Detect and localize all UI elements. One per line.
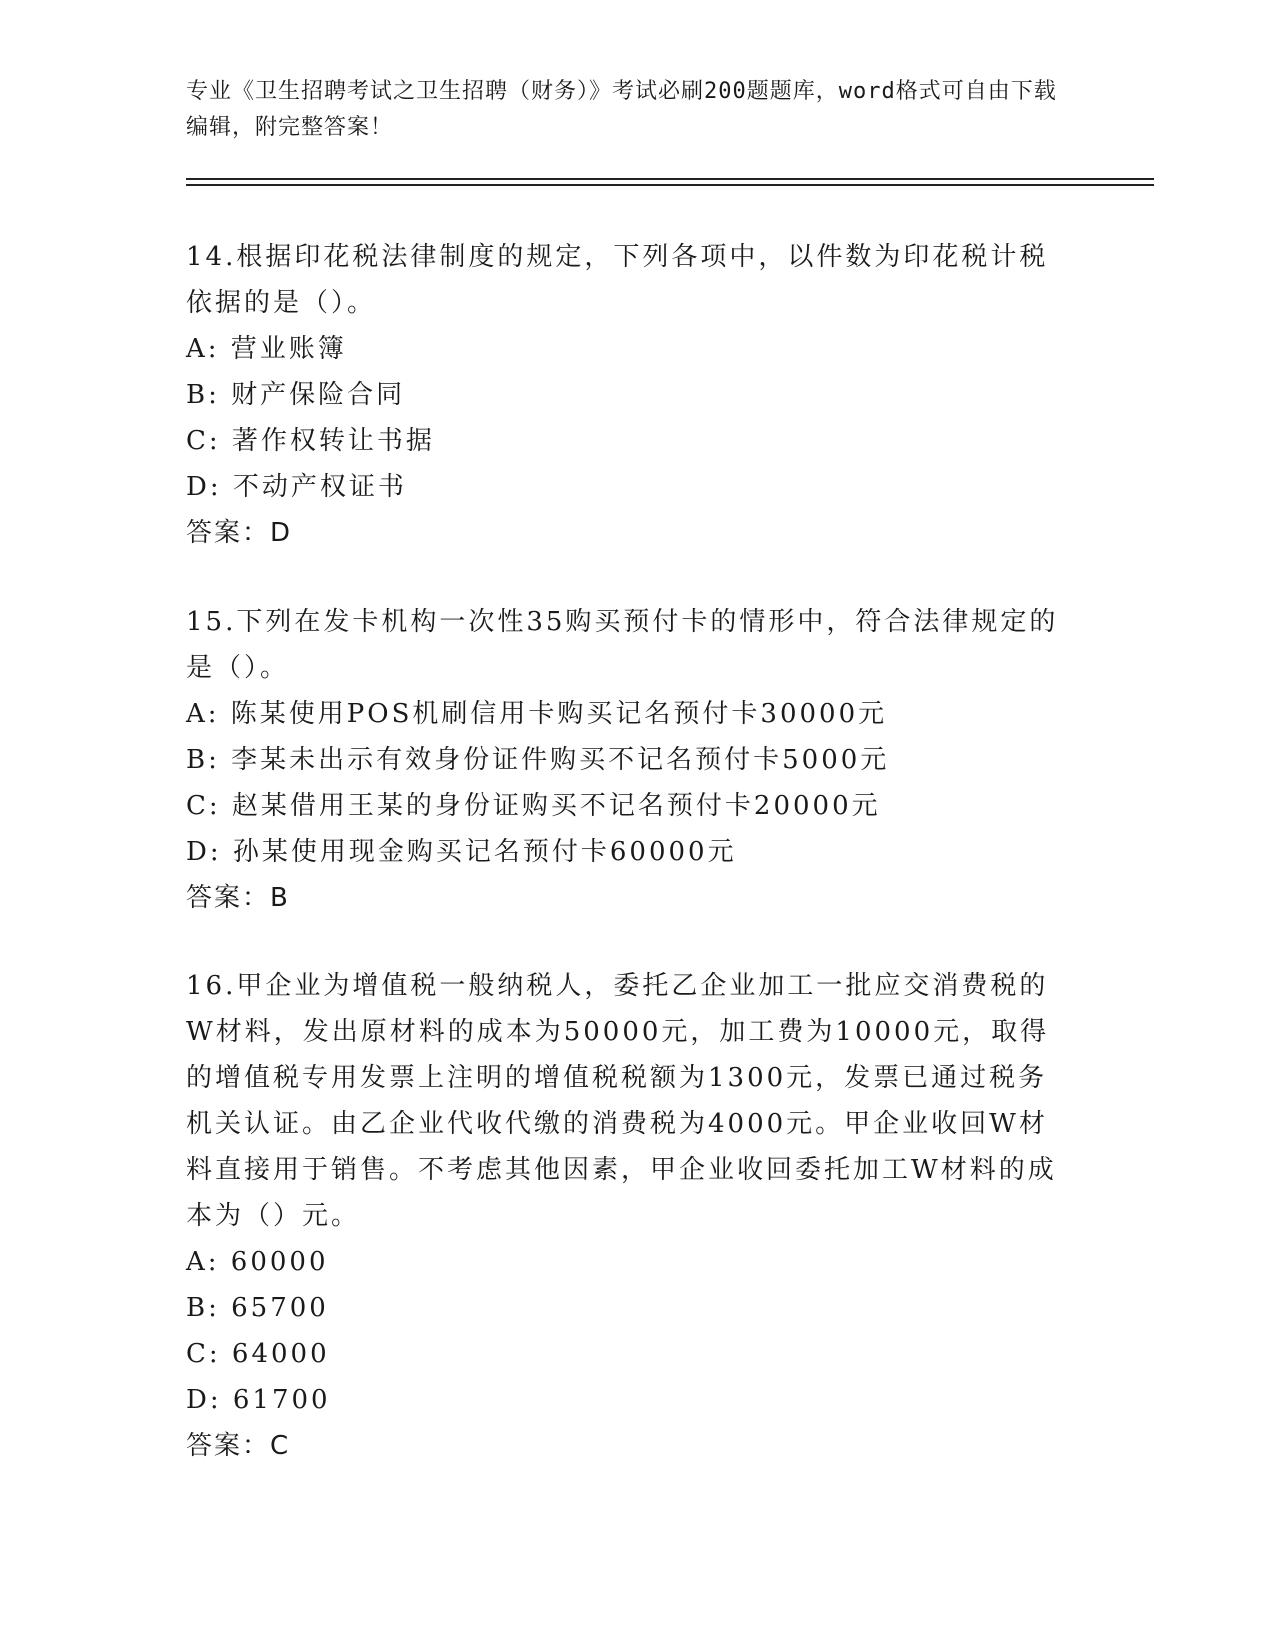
option-c: C: 赵某借用王某的身份证购买不记名预付卡20000元 [186, 791, 881, 821]
option-c: C: 著作权转让书据 [186, 426, 435, 456]
option-c: C: 64000 [186, 1339, 330, 1369]
option-a: A: 营业账簿 [186, 334, 347, 364]
option-a: A: 陈某使用POS机刷信用卡购买记名预付卡30000元 [186, 699, 888, 729]
question-14 [186, 234, 1076, 556]
question-stem: 16.甲企业为增值税一般纳税人，委托乙企业加工一批应交消费税的W材料，发出原材料的成本为50000元，加工费为10000元，取得的增值税专用发票上注明的增值税税额为1300元，发票已通过税务机关认证。由乙企业代收代缴的消费税为4000元。甲企业收回W材料直接用于销售。不考虑其他因素，甲企业收回委托加工W材料的成本为（）元。 [186, 971, 1057, 1231]
question-16 [186, 963, 1076, 1469]
option-d: D: 不动产权证书 [186, 472, 407, 502]
option-b: B: 李某未出示有效身份证件购买不记名预付卡5000元 [186, 745, 890, 775]
answer-line: 答案：D [186, 518, 293, 548]
question-15 [186, 599, 1076, 921]
document-intro: 专业《卫生招聘考试之卫生招聘（财务）》考试必刷200题题库，word格式可自由下载编辑，附完整答案！ [186, 79, 1057, 140]
header-divider-top [186, 178, 1154, 180]
answer-line: 答案：B [186, 883, 290, 913]
option-b: B: 财产保险合同 [186, 380, 406, 410]
question-stem: 14.根据印花税法律制度的规定，下列各项中，以件数为印花税计税依据的是（）。 [186, 242, 1049, 318]
answer-line: 答案：C [186, 1431, 291, 1461]
header-divider-bottom [186, 184, 1154, 186]
question-stem: 15.下列在发卡机构一次性35购买预付卡的情形中，符合法律规定的是（）。 [186, 607, 1059, 683]
option-a: A: 60000 [186, 1247, 329, 1277]
option-d: D: 61700 [186, 1385, 331, 1415]
option-b: B: 65700 [186, 1293, 329, 1323]
option-d: D: 孙某使用现金购买记名预付卡60000元 [186, 837, 737, 867]
